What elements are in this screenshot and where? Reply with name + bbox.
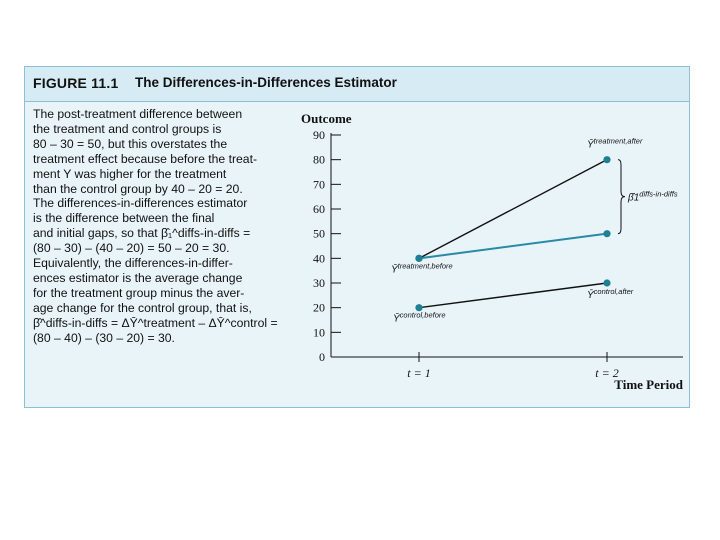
caption-line: the treatment and control groups is <box>33 121 222 136</box>
caption-line: ences estimator is the average change <box>33 270 243 285</box>
caption-line: Equivalently, the differences-in-differ- <box>33 256 233 271</box>
figure-title: The Differences-in-Differences Estimator <box>135 75 397 90</box>
figure-header <box>25 67 689 102</box>
y-tick-label: 50 <box>313 226 325 241</box>
data-point-counterfactual <box>603 230 610 237</box>
series-line-treatment <box>419 160 607 259</box>
estimator-brace <box>618 160 625 234</box>
label-estimator: $\betâ1^{diffs-in-diffs}$ <box>628 189 678 204</box>
figure-caption <box>33 107 285 346</box>
label-control-after: $Ȳ^{control,after}$ <box>587 287 634 301</box>
caption-line: (80 – 40) – (30 – 20) = 30. <box>33 330 175 345</box>
data-point-treatment <box>603 156 610 163</box>
y-tick-label: 60 <box>313 202 325 216</box>
chart-axes <box>301 111 684 392</box>
x-tick-label: t = 1 <box>407 366 431 380</box>
y-tick-label: 30 <box>313 276 325 290</box>
y-tick-label: 70 <box>313 177 325 192</box>
label-treatment-after: $Ȳ^{treatment,after}$ <box>587 136 643 151</box>
caption-line: ment Y was higher for the treatment <box>33 166 227 181</box>
data-point-control <box>603 279 610 286</box>
y-tick-label: 10 <box>313 325 325 340</box>
caption-line: The post-treatment difference between <box>33 107 243 121</box>
y-tick-label: 20 <box>313 300 325 315</box>
chart <box>285 103 689 403</box>
label-control-before: $Ȳ^{control,before}$ <box>393 310 446 325</box>
x-tick-label: t = 2 <box>595 366 619 380</box>
label-treatment-before: $Ȳ^{treatment,before}$ <box>391 261 453 276</box>
y-tick-label: 40 <box>313 251 325 266</box>
caption-line: for the treatment group minus the aver- <box>33 285 245 300</box>
caption-line: 80 – 30 = 50, but this overstates the <box>33 136 228 151</box>
caption-line: β̂^diffs-in-diffs = ΔȲ^treatment – ΔȲ^control = <box>33 315 278 330</box>
y-tick-label: 0 <box>319 350 325 364</box>
figure-number: FIGURE 11.1 <box>33 75 119 91</box>
figure-panel <box>24 66 690 408</box>
series-line-control <box>419 283 607 308</box>
y-axis-title: Outcome <box>301 111 352 126</box>
caption-line: The differences-in-differences estimator <box>33 196 248 211</box>
caption-line: (80 – 30) – (40 – 20) = 50 – 20 = 30. <box>33 241 230 256</box>
y-tick-label: 90 <box>313 128 325 142</box>
chart-labels <box>391 137 678 325</box>
series-line-counterfactual <box>419 234 607 259</box>
caption-line: treatment effect because before the treat- <box>33 151 258 166</box>
caption-line: is the difference between the final <box>33 211 215 226</box>
caption-line: and initial gaps, so that β̂₁^diffs-in-diffs = <box>33 226 251 241</box>
caption-line: than the control group by 40 – 20 = 20. <box>33 181 243 196</box>
caption-line: age change for the control group, that is, <box>33 300 252 315</box>
x-axis-title: Time Period <box>614 377 683 392</box>
y-tick-label: 80 <box>313 152 325 167</box>
